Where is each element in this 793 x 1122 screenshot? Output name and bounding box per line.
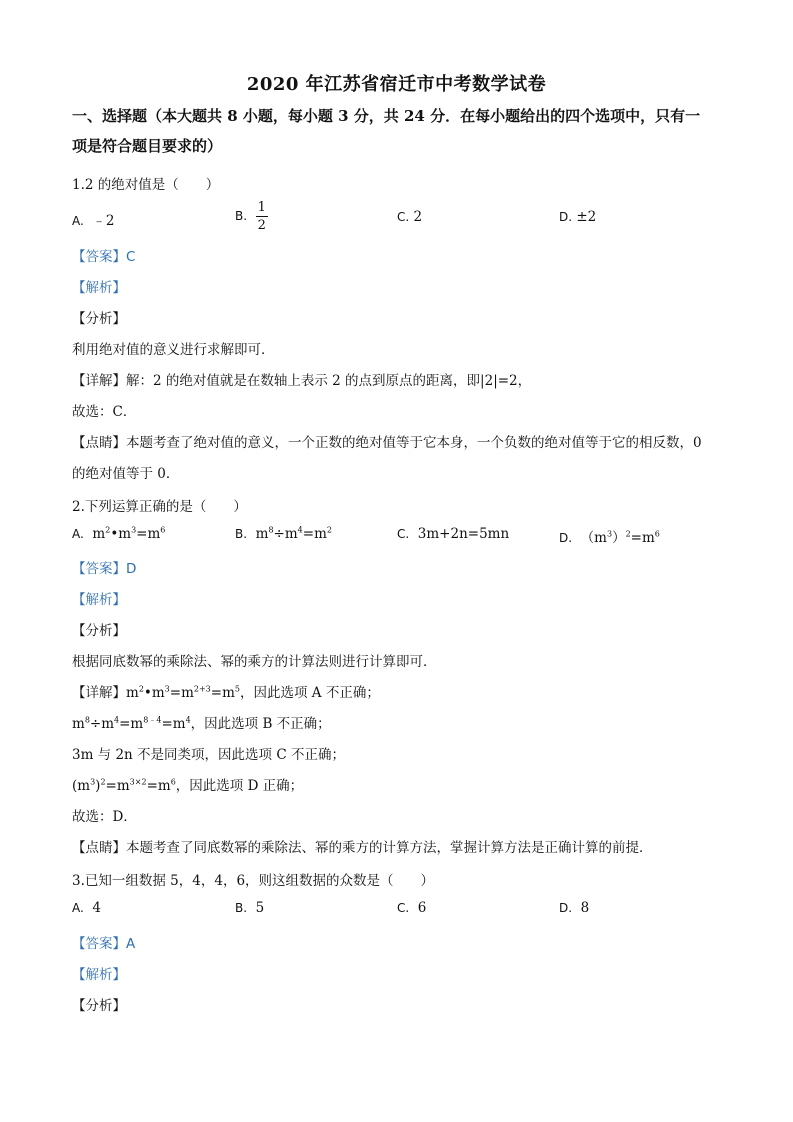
q3-option-c: C. 6 <box>397 900 427 916</box>
q1-option-c: C. 2 <box>397 209 423 225</box>
q2-choice: 故选：D． <box>72 809 137 825</box>
q2-option-a: A. $m^2•m^3=m^6$ <box>72 525 166 542</box>
q1-choice: 故选：C． <box>72 404 137 420</box>
q2-option-b: B. $m^8\div m^4=m^2$ <box>235 525 332 542</box>
q3-option-d: D. 8 <box>559 900 590 916</box>
q3-stem: 3.已知一组数据 5，4，4，6，则这组数据的众数是（ ） <box>72 873 435 889</box>
q2-fenxi-text: 根据同底数幂的乘除法、幂的乘方的计算法则进行计算即可． <box>72 654 437 670</box>
page-title: 2020 年江苏省宿迁市中考数学试卷 <box>246 74 547 95</box>
q3-option-a: A. 4 <box>72 900 101 916</box>
q1-answer: 【答案】C <box>72 249 136 265</box>
q2-detail-line-3: 3m 与 2n 不是同类项，因此选项 C 不正确； <box>72 747 345 763</box>
q3-option-b: B. 5 <box>235 900 265 916</box>
q1-option-a: A. ﹣2 <box>72 213 115 229</box>
q2-fenxi-label: 【分析】 <box>72 623 126 639</box>
q1-option-b: B. $\frac{1}{2}$ <box>235 200 266 233</box>
q1-fenxi-label: 【分析】 <box>72 311 126 327</box>
q1-tip-cont: 的绝对值等于 0． <box>72 466 180 482</box>
q3-jiexi-label: 【解析】 <box>72 967 126 983</box>
q2-detail-line-4: $(m^3)^2=m^{3\times 2}=m^6$，因此选项 D 正确； <box>72 777 304 794</box>
q2-jiexi-label: 【解析】 <box>72 592 126 608</box>
q2-detail-line-1: 【详解】$m^2•m^3=m^{2+3}=m^5$，因此选项 A 不正确； <box>72 684 380 701</box>
fraction: $\frac{1}{2}$ <box>257 200 266 233</box>
q1-stem: 1.2 的绝对值是（ ） <box>72 177 220 193</box>
section-heading-1: 一、选择题（本大题共 8 小题，每小题 3 分，共 24 分．在每小题给出的四个选项中，只有一 项是符合题目要求的） <box>72 107 701 155</box>
q1-detail: 【详解】解：2 的绝对值就是在数轴上表示 2 的点到原点的距离，即|2|=2， <box>72 373 532 389</box>
q2-option-d: D. $(m^3)^2=m^6$ <box>559 529 660 546</box>
q1-jiexi-label: 【解析】 <box>72 280 126 296</box>
q1-fenxi-text: 利用绝对值的意义进行求解即可． <box>72 342 275 358</box>
q2-stem: 2.下列运算正确的是（ ） <box>72 499 247 515</box>
q2-option-c: C. 3m+2n=5mn <box>397 526 510 542</box>
q3-answer: 【答案】A <box>72 936 136 952</box>
q2-answer: 【答案】D <box>72 561 137 577</box>
q1-tip: 【点睛】本题考查了绝对值的意义，一个正数的绝对值等于它本身，一个负数的绝对值等于它的相反数，0 <box>72 435 702 451</box>
q2-detail-line-2: $m^8\div m^4=m^{8﹣4}=m^4$，因此选项 B 不正确； <box>72 715 331 732</box>
q2-tip: 【点睛】本题考查了同底数幂的乘除法、幂的乘方的计算方法，掌握计算方法是正确计算的前提． <box>72 840 653 856</box>
q3-fenxi-label: 【分析】 <box>72 998 126 1014</box>
q1-option-d: D. ±2 <box>559 209 597 225</box>
